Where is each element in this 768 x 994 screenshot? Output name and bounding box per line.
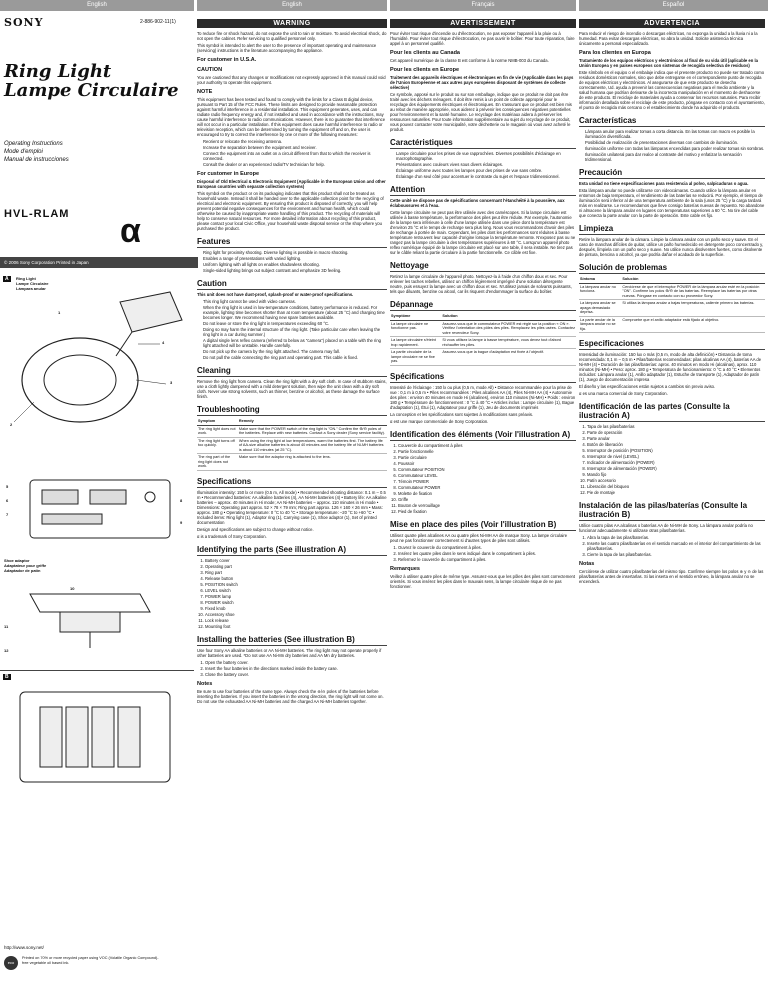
caution-item: • When the ring light is used in low-temperature conditions, battery performance is reduced. For example, lighting time becomes shorter than at room temperature (about 25 °C) and charging time becomes longer. We recommend having new spare batteries available. [203, 305, 387, 320]
operating-part-detail [0, 472, 194, 562]
specifications-text: Intensidad de iluminación: 150 lux o más (0,5 m, modo de alta definición) • Distancia de toma recomendada: 0,1 m – 0,5 m • Pilas/baterías recomendadas: pilas alcalinas AA (4), baterías AA de Ni-MH (4) • Duración de las pilas/baterías: aprox. 40 minutos en modo Hi (alcalinas), aprox. 110 minutos (Ni-MH) • Peso: aprox. 180 g • Temperatura de funcionamiento: 0 °C a 40 °C • Elementos incluidos: Lámpara anular (1), Anillo adaptador (1), Estuche de transporte (1), Adaptador de patín (1), Juego de documentación impresa [579, 352, 762, 382]
notes-heading: Remarques [390, 565, 420, 572]
caution-item: • Doing so may harm the internal structure of the ring light. (Take particular care when leaving the ring light in a car during summer.) [203, 327, 387, 337]
sony-logo: SONY [4, 16, 44, 29]
shoe-adaptor-label: Shoe adaptor Adaptateur pour griffe Adaptador de patín [4, 558, 47, 573]
feature-item: • Enables a range of presentations with varied lighting. [203, 256, 387, 261]
caution-section-heading: Caution [197, 279, 387, 290]
feature-item: • Iluminación uniforme con todas las lámparas encendidas para poder realizar tomas sin sombras. [585, 146, 765, 151]
usa-heading: For customer in U.S.A. [197, 57, 257, 63]
part-item: 2. Partie fonctionnelle [398, 449, 576, 454]
feature-item: • Lampe circulaire pour les prises de vue rapprochées. Diverses possibilités d'éclairage en macrophotographie. [396, 151, 576, 161]
part-item: 7. Indicador de alimentación (POWER) [587, 460, 765, 465]
part-item: 9. Fixed knob [205, 606, 387, 611]
eu-heading: For customer in Europe [197, 171, 260, 177]
callout-4: 4 [162, 340, 165, 345]
part-item: 2. Parte de operación [587, 430, 765, 435]
parts-list [579, 424, 765, 495]
part-item: 12. Pie de montaje [587, 490, 765, 495]
subtitle-fr: Mode d'emploi [4, 149, 43, 155]
callout-12: 12 [4, 648, 9, 653]
installing-text: Utilice cuatro pilas AA alcalinas o baterías AA de Ni-MH de Sony. La lámpara anular podría no funcionar adecuadamente si utilizase otras pilas/baterías. [579, 523, 753, 533]
symptom-cell: La lámpara anular se apaga demasiado deprisa. [579, 300, 621, 317]
troubleshooting-table [579, 276, 765, 333]
features-list [579, 129, 765, 162]
french-column [390, 16, 576, 991]
precaution-bold: Esta unidad no tiene especificaciones para resistencia al polvo, salpicaduras o agua. [579, 181, 749, 186]
cleaning-heading: Nettoyage [390, 261, 576, 272]
specifications-text: Intensité de l'éclairage : 150 lx ou plus (0,5 m, mode All) • Distance recommandée pour la prise de vue : 0,1 m à 0,5 m • Piles recommandées : Piles alcalines AA (4), Piles Ni-MH AA (4) • Autonomie des piles : environ 40 minutes en mode Hi (alcalines), environ 110 minutes (Ni-MH) • Poids : environ 180 g • Température de fonctionnement : 0 °C à 40 °C • Articles inclus : Lampe circulaire (1), Bague d'adaptation (1), Étui (1), Adaptateur pour griffe (1), Jeu de documents imprimés [390, 384, 576, 410]
spec-note: El diseño y las especificaciones están sujetos a cambios sin previo aviso. [579, 384, 716, 389]
illustration-b [0, 674, 194, 964]
eu-subheading: Traitement des appareils électriques et électroniques en fin de vie (Applicable dans les pays de l'Union Européenne et aux autres pays européens disposant de systèmes de collecte sélective) [390, 75, 574, 90]
trademark-note: α est une marque commerciale de Sony Corporation. [390, 418, 489, 424]
section-b-badge: B [5, 674, 9, 680]
section-a-badge: A [5, 276, 9, 282]
cleaning-heading: Cleaning [197, 366, 387, 377]
attention-text: Cette lampe circulaire ne peut pas être utilisée avec des caméscopes. Si la lampe circulaire est utilisée à basse température, la performance des piles peut être réduite. Par exemple, l'autonomie de la lampe sera inférieure à celle d'une lampe utilisée dans une pièce dont la température est d'environ 25 °C et le temps de recharge sera plus long. Nous vous recommandons d'avoir des piles de rechange à portée de main. Cependant, les piles dont les performances sont réduites à basse température retrouvent leur capacité d'origine lorsque la température remonte. N'exposez pas ou ne rangez pas la lampe circulaire à des températures supérieures à 60 °C. Lorsqu'un appareil photo reflex numérique équipé de la lampe circulaire est placé sur une table, il sera instable. Ne tirez pas sur le câble reliant la partie circulaire à la partie fonctionnelle. Ce câble est fixe. [390, 210, 576, 255]
symptom-cell: The ring light turns off too quickly. [197, 437, 238, 454]
note-item: • Increase the separation between the equipment and receiver. [203, 145, 387, 150]
symptom-cell: La lampe circulaire s'éteint trop rapidement. [390, 337, 441, 349]
manual-subtitles [4, 140, 69, 164]
warning-text: To reduce fire or shock hazard, do not expose the unit to rain or moisture. To avoid electrical shock, do not open the cabinet. Refer servicing to qualified personnel only. [197, 31, 387, 41]
caution-item: • A digital single lens reflex camera (referred to below as "camera") placed on a table with the ring light attached will be unstable. Handle carefully. [203, 338, 387, 348]
remedy-cell: When using the ring light at low temperatures, warm the batteries first. The battery life of AA-size alkaline batteries is about 40 minutes and the battery life of Ni-MH batteries is about 110 minutes (at 25 °C). [238, 437, 387, 454]
part-item: 5. Interruptor de posición (POSITION) [587, 448, 765, 453]
model-code: 2-886-902-11(1) [140, 19, 176, 25]
notes-text: Veillez à utiliser quatre piles de même type. Assurez-vous que les pôles des piles sont correctement orientés. Si vous insérez les piles dans le mauvais sens, la lampe circulaire risque de ne pas fonctionner. [390, 573, 576, 589]
english-column [197, 16, 387, 991]
col-remedy: Remedy [238, 418, 387, 425]
table-row [390, 337, 576, 349]
table-row [579, 283, 765, 300]
troubleshooting-table [197, 418, 387, 471]
caution-item: • Do not leave or store the ring light in temperatures exceeding 60 °C. [203, 321, 387, 326]
callout-8: 8 [180, 498, 183, 503]
part-item: 6. Interruptor de nivel (LEVEL) [587, 454, 765, 459]
col-symptom: Síntoma [579, 276, 621, 283]
callout-10: 10 [70, 586, 75, 591]
col-symptom: Symptom [197, 418, 238, 425]
feature-item: • Uniform lighting with all lights on enables shadowless shooting. [203, 262, 387, 267]
part-item: 9. Molette de fixation [398, 491, 576, 496]
install-step: 2. Insérez les quatre piles dans le sens indiqué dans le compartiment à piles. [398, 551, 576, 556]
ring-light-label: Ring Light Lampe Circulaire Lámpara anular [16, 276, 49, 291]
callout-1: 1 [58, 310, 61, 315]
troubleshooting-heading: Troubleshooting [197, 405, 387, 416]
notes-text: Cerciórese de utilizar cuatro pilas/baterías del mismo tipo. Confirme siempre los polos ⊕ y ⊖ de las pilas/baterías antes de insertarlas. Si las inserta en el sentido erróneo, la lámpara anular no se encenderá. [579, 569, 764, 584]
model-name: HVL-RLAM [4, 208, 70, 220]
eu-heading: Para los clientes en Europa [579, 50, 651, 56]
install-step: 3. Close the battery cover. [205, 672, 387, 677]
recycle-note: Printed on 70% or more recycled paper using VOC (Volatile Organic Compound)-free vegetable oil based ink. [22, 956, 159, 965]
notes-text: Be sure to use four batteries of the same type. Always check the ⊕/⊖ poles of the batteries before inserting the batteries. If you insert the batteries in the wrong direction, the ring light will not come on. Do not use the exhausted AA Ni-MH batteries and the charged AA Ni-MH batteries together. [197, 688, 384, 704]
header-french: Français [390, 0, 576, 11]
eu-subheading: Tratamiento de los equipos eléctricos y electrónicos al final de su vida útil (aplicable en la Unión Europea y en países europeos con sistemas de recogida selectiva de residuos) [579, 58, 758, 68]
part-item: 3. Parte anular [587, 436, 765, 441]
part-item: 10. Patín accesorio [587, 478, 765, 483]
install-step: 2. Inserte las cuatro pilas/baterías en el sentido marcado en el interior del compartimiento de las pilas/baterías. [587, 541, 765, 551]
symptom-cell: The ring light does not work. [197, 425, 238, 437]
symptom-cell: The ring part of the ring light does not work. [197, 454, 238, 471]
eu-subheading: Disposal of Old Electrical & Electronic Equipment (Applicable in the European Union and other European countries with separate collection systems) [197, 179, 386, 189]
callout-6: 6 [6, 498, 9, 503]
part-item: 7. POWER lamp [205, 594, 387, 599]
feature-item: • Présentations avec couleurs vives sous divers éclairages. [396, 162, 576, 167]
install-steps [197, 660, 387, 677]
troubleshooting-heading: Dépannage [390, 300, 576, 311]
install-step: 2. Insert the four batteries in the directions marked inside the battery case. [205, 666, 387, 671]
part-item: 4. Poussoir [398, 461, 576, 466]
shoe-adaptor-detail [0, 558, 194, 658]
part-item: 3. Ring part [205, 570, 387, 575]
subtitle-en: Operating Instructions [4, 141, 63, 147]
install-step: 3. Cierre la tapa de las pilas/baterías. [587, 552, 765, 557]
remedy-cell: Compruebe que el anillo adaptador está fijado al objetivo. [621, 316, 765, 333]
cleaning-text: Retirez la lampe circulaire de l'appareil photo. Nettoyez-la à l'aide d'un chiffon doux et sec. Pour enlever les taches rebelles, utilisez un chiffon légèrement imprégné d'une solution détergente neutre, puis essuyez la lampe avec un chiffon doux et sec. N'utilisez jamais de solvants puissants, tels que diluants, benzine ou alcool, car ils risquent d'endommager la surface du boîtier. [390, 274, 572, 294]
spec-note: La conception et les spécifications sont sujettes à modifications sans préavis. [390, 411, 534, 417]
caution-item: • Do not pull the cable connecting the ring part and operating part. This cable is fixed. [203, 355, 387, 360]
precaution-heading: Precaución [579, 168, 765, 179]
part-item: 11. Bouton de verrouillage [398, 503, 576, 508]
callout-7: 7 [6, 512, 9, 517]
callout-2: 2 [10, 422, 13, 427]
note-item: • Connect the equipment into an outlet on a circuit different from that to which the receiver is connected. [203, 151, 387, 161]
part-item: 3. Partie circulaire [398, 455, 576, 460]
illustration-a [0, 272, 194, 472]
warning-banner: AVERTISSEMENT [390, 19, 576, 28]
remedy-cell: Si vous utilisez la lampe à basse température, vous devez tout d'abord réchauffer les piles. [441, 337, 576, 349]
shoe-adaptor-drawing-icon [0, 558, 194, 658]
part-item: 12. Pied de fixation [398, 509, 576, 514]
part-item: 6. Commutateur LEVEL [398, 473, 576, 478]
header-spanish: Español [579, 0, 768, 11]
table-row [579, 300, 765, 317]
callout-11: 11 [4, 624, 9, 629]
install-steps [579, 535, 765, 557]
parts-list [197, 558, 387, 629]
battery-drawing-icon [0, 682, 194, 802]
feature-item: • Iluminación unilateral para dar realce al contraste del motivo y enfatizar la sensación tridimensional. [585, 152, 765, 162]
installing-text: Use four Sony AA alkaline batteries or AA Ni-MH batteries. The ring light may not operate properly if other batteries are used. *Do not use AA Ni-Mn dry batteries and AA Mn dry batteries. [197, 647, 382, 658]
installing-heading: Instalación de las pilas/baterías (Consulte la ilustración B) [579, 501, 765, 521]
eu-text: This symbol on the product or on its packaging indicates that this product shall not be treated as household waste. Instead it shall be handed over to the applicable collection point for the recycling of electrical and electronic equipment. By ensuring this product is disposed of correctly, you will help prevent potential negative consequences for the environment and human health, which could otherwise be caused by inappropriate waste handling of this product. The recycling of materials will help to conserve natural resources. For more detailed information about recycling of this product, please contact your local Civic Office, your household waste disposal service or the shop where you purchased the product. [197, 191, 384, 231]
divider [0, 670, 194, 671]
remedy-cell: Si utiliza la lámpara anular a bajas temperaturas, caliente primero las baterías. [621, 300, 765, 317]
remedy-cell: Assurez-vous que la bague d'adaptation est fixée à l'objectif. [441, 349, 576, 366]
remedy-cell: Cerciórese de que el interruptor POWER de la lámpara anular esté en la posición "ON". Confirme los polos ⊕/⊖ de las baterías. Reemplace las baterías por otras nuevas. Póngase en contacto con su proveedor Sony. [621, 283, 765, 300]
alpha-logo-icon: α [120, 212, 141, 250]
part-item: 10. Accessory shoe [205, 612, 387, 617]
note-list [197, 139, 387, 167]
ring-light-drawing-icon [0, 272, 194, 472]
specifications-heading: Specifications [197, 477, 387, 488]
part-item: 11. Lock release [205, 618, 387, 623]
sony-url: http://www.sony.net/ [4, 945, 44, 950]
title-line-1: Ring Light [4, 61, 112, 82]
symptom-cell: La parte anular de la lámpara anular no se fija. [579, 316, 621, 333]
cleaning-text: Retire la lámpara anular de la cámara. Limpie la cámara anular con un paño seco y suave. En el caso de manchas difíciles de quitar, utilice un paño humedecido en detergente poco concentrado y, después, límpiela con un paño seco y suave. No utilice nunca disolventes fuertes, como disolvente de pintura, bencina o alcohol, ya que podría dañar el acabado de la superficie. [579, 237, 764, 257]
operating-part-drawing-icon [0, 472, 194, 562]
part-item: 7. Témoin POWER [398, 479, 576, 484]
identifying-heading: Identification des éléments (Voir l'illustration A) [390, 430, 576, 441]
features-list [390, 151, 576, 179]
features-heading: Features [197, 237, 387, 248]
part-item: 4. Botón de liberación [587, 442, 765, 447]
product-title [4, 62, 179, 100]
feature-item: • Single-sided lighting brings out subject contrast and emphasize 3D feeling. [203, 268, 387, 273]
installing-text: Utilisez quatre piles alcalines AA ou quatre piles Ni-MH AA de marque Sony. La lampe circulaire peut ne pas fonctionner correctement si d'autres types de piles sont utilisés. [390, 532, 568, 543]
copyright-bar: © 2006 Sony Corporation Printed in Japan [0, 257, 198, 268]
installing-heading: Mise en place des piles (Voir l'illustration B) [390, 520, 576, 531]
features-heading: Caractéristiques [390, 138, 576, 149]
part-item: 12. Mounting foot [205, 624, 387, 629]
feature-item: • Ring light for proximity shooting. Diverse lighting is possible in macro shooting. [203, 250, 387, 255]
col-remedy: Solución [621, 276, 765, 283]
eu-heading: Pour les clients en Europe [390, 67, 460, 73]
install-steps [390, 545, 576, 562]
symptom-cell: La partie circulaire de la lampe circulaire ne se fixe pas. [390, 349, 441, 366]
part-item: 1. Battery cover [205, 558, 387, 563]
troubleshooting-heading: Solución de problemas [579, 263, 765, 274]
canada-text: Cet appareil numérique de la classe B est conforme à la norme NMB-003 du Canada. [390, 58, 549, 63]
table-row [390, 320, 576, 337]
cleaning-text: Remove the ring light from camera. Clean the ring light with a dry soft cloth. In case of stubborn stains, use a cloth lightly dampened with a mild detergent solution, then wipe the unit clean with a dry soft cloth. Never use strong solvents, such as thinner, benzine or alcohol, as these damage the surface finish. [197, 379, 387, 399]
callout-3: 3 [170, 380, 173, 385]
remedy-cell: Make sure that the adaptor ring is attached to the lens. [238, 454, 387, 471]
specifications-text: Illumination intensity: 150 lx or more (0.5 m, All mode) • Recommended shooting distance: 0.1 m – 0.5 m • Recommended batteries: AA alkaline batteries (4), AA Ni-MH batteries (4) • Battery life: AA alkaline batteries – approx. 40 minutes in Hi mode; AA Ni-MH batteries – approx. 110 minutes in Hi mode • Dimensions: Operating part approx. 52 × 78 × 79 mm; Ring part approx. 126 × 160 × 26 mm • Mass: approx. 180 g • Operating temperature: 0 °C to 40 °C • Storage temperature: –20 °C to +60 °C • Included items: Ring light (1), Adaptor ring (1), Carrying case (1), Shoe adaptor (1), Set of printed documentation [197, 489, 387, 525]
install-step: 3. Refermez le couvercle du compartiment à piles. [398, 557, 576, 562]
table-row [197, 454, 387, 471]
table-row [579, 316, 765, 333]
col-remedy: Solution [441, 313, 576, 320]
warning-text: Pour éviter tout risque d'incendie ou d'électrocution, ne pas exposer l'appareil à la pluie ou à l'humidité. Pour éviter tout risque d'électrocution, ne pas ouvrir le boîtier. Pour toute réparation, faire appel à un personnel qualifié. [390, 31, 575, 46]
warning-banner: WARNING [197, 19, 387, 28]
notes-heading: Notes [197, 680, 213, 687]
header-english-2: English [197, 0, 387, 11]
symptom-cell: La lámpara anular no funciona. [579, 283, 621, 300]
part-item: 2. Operating part [205, 564, 387, 569]
part-item: 6. LEVEL switch [205, 588, 387, 593]
caution-bold: This unit does not have dust-proof, splash-proof or water-proof specifications. [197, 292, 354, 297]
part-item: 8. Interruptor de alimentación (POWER) [587, 466, 765, 471]
parts-list [390, 443, 576, 514]
callout-9: 9 [180, 520, 183, 525]
note-item: • Consult the dealer or an experienced radio/TV technician for help. [203, 162, 387, 167]
specifications-heading: Especificaciones [579, 339, 765, 350]
part-item: 9. Mando fijo [587, 472, 765, 477]
features-heading: Características [579, 116, 765, 127]
notes-heading: Notas [579, 561, 595, 567]
part-item: 8. POWER switch [205, 600, 387, 605]
part-item: 11. Liberación del bloqueo [587, 484, 765, 489]
troubleshooting-table [390, 313, 576, 366]
part-item: 1. Tapa de las pilas/baterías [587, 424, 765, 429]
part-item: 10. Griffe [398, 497, 576, 502]
warning-text: Para reducir el riesgo de incendio o descargas eléctricas, no exponga la unidad a la lluvia ni a la humedad. Para evitar descargas eléctricas, no abra la unidad. Solicite asistencia técnica únicamente a personal especializado. [579, 31, 758, 46]
install-step: 1. Open the battery cover. [205, 660, 387, 665]
features-list [197, 250, 387, 273]
trademark-note: α is a trademark of Sony Corporation. [197, 533, 267, 539]
canada-heading: Pour les clients au Canada [390, 50, 460, 56]
trademark-note: α es una marca comercial de Sony Corporation. [579, 391, 668, 396]
col-symptom: Symptôme [390, 313, 441, 320]
identifying-heading: Identifying the parts (See illustration A) [197, 545, 387, 556]
part-item: 4. Release button [205, 576, 387, 581]
eu-text: Ce symbole, apposé sur le produit ou sur son emballage, indique que ce produit ne doit pas être traité avec les déchets ménagers. Il doit être remis à un point de collecte approprié pour le recyclage des équipements électriques et électroniques. En s'assurant que ce produit est bien mis au rebut de manière appropriée, vous aiderez à prévenir les conséquences négatives potentielles pour l'environnement et la santé humaine. Le recyclage des matériaux aidera à préserver les ressources naturelles. Pour toute information supplémentaire au sujet du recyclage de ce produit, vous pouvez contacter votre municipalité, votre déchetterie ou le magasin où vous avez acheté le produit. [390, 92, 572, 132]
symptom-cell: La lampe circulaire ne fonctionne pas. [390, 320, 441, 337]
feature-item: • Posibilidad de realización de presentaciones diversas con cambios de iluminación. [585, 140, 765, 145]
attention-bold: Cette unité ne dispose pas de spécifications concernant l'étanchéité à la poussière, aux éclaboussures et à l'eau. [390, 198, 565, 208]
note-heading: NOTE [197, 89, 213, 95]
table-row [197, 425, 387, 437]
install-step: 1. Ouvrez le couvercle du compartiment à piles. [398, 545, 576, 550]
part-item: 5. POSITION switch [205, 582, 387, 587]
attention-heading: Attention [390, 185, 576, 196]
caution-heading: CAUTION [197, 67, 223, 73]
remedy-cell: Make sure that the POWER switch of the ring light is "ON." Confirm the ⊕/⊖ poles of the batteries. Replace with new batteries. Contact a Sony dealer (Sony service facility). [238, 425, 387, 437]
warning-banner: ADVERTENCIA [579, 19, 765, 28]
title-line-2: Lampe Circulaire [4, 80, 179, 101]
caution-item: • This ring light cannot be used with video cameras. [203, 299, 387, 304]
precaution-text: Esta lámpara anular no puede utilizarse con videocámaras. Cuando utilice la lámpara anular en entornos de baja temperatura, el rendimiento de las baterías se reducirá. Por ejemplo, el tiempo de iluminación será inferior al de una temperatura ambiente de la sala (unos 25 °C) y la carga tardará más en realizarse. Le recomendamos que lleve consigo baterías nuevas de repuesto. No abandone ni almacene la lámpara anular en lugares con temperaturas superiores a 60 °C. No tire del cable que conecta la parte anular con la parte de operación. Este cable es fijo. [579, 188, 765, 218]
header-english: English [0, 0, 194, 11]
remedy-cell: Assurez-vous que le commutateur POWER est réglé sur la position « ON ». Vérifiez l'orientation des pôles des piles. Remplacez les piles usées. Contactez votre revendeur Sony. [442, 321, 575, 335]
installing-heading: Installing the batteries (See illustration B) [197, 635, 387, 646]
usa-text: You are cautioned that any changes or modifications not expressly approved in this manual could void your authority to operate this equipment. [197, 75, 386, 85]
table-row [197, 437, 387, 454]
eu-text: Este símbolo en el equipo o el embalaje indica que el presente producto no puede ser tratado como residuos domésticos normales, sino que debe entregarse en el correspondiente punto de recogida de equipos eléctricos y electrónicos. Al asegurarse de que este producto se desecha correctamente, Ud. ayuda a prevenir las consecuencias negativas para el medio ambiente y la salud humana que podrían derivarse de la incorrecta manipulación en el momento de deshacerse de este producto. El reciclaje de materiales ayuda a conservar los recursos naturales. Para recibir información detallada sobre el reciclaje de este producto, póngase en contacto con el ayuntamiento, el punto de recogida más cercano o el establecimiento donde ha adquirido el producto. [579, 70, 765, 110]
warning-symbol-text: This symbol is intended to alert the user to the presence of important operating and maintenance (servicing) instructions in the literature accompanying the appliance. [197, 43, 377, 53]
part-item: 5. Commutateur POSITION [398, 467, 576, 472]
part-item: 1. Couvercle du compartiment à piles [398, 443, 576, 448]
feature-item: • Éclairage d'un seul côté pour accentuer le contraste du sujet et l'espace tridimensionnel. [396, 174, 576, 179]
eco-logo-icon: eco [4, 956, 18, 970]
cleaning-heading: Limpieza [579, 224, 765, 235]
spanish-column [579, 16, 765, 991]
feature-item: • Lámpara anular para realizar tomas a corta distancia. En las tomas con macro es posible la iluminación diversificada. [585, 129, 765, 139]
identifying-heading: Identificación de las partes (Consulte la ilustración A) [579, 402, 765, 422]
part-item: 8. Commutateur POWER [398, 485, 576, 490]
note-item: • Reorient or relocate the receiving antenna. [203, 139, 387, 144]
callout-5: 5 [6, 484, 9, 489]
feature-item: • Éclairage uniforme avec toutes les lampes pour des prises de vue sans ombre. [396, 168, 576, 173]
table-row [390, 349, 576, 366]
caution-list [197, 299, 387, 360]
spec-note: Design and specifications are subject to change without notice. [197, 526, 314, 532]
note-text: This equipment has been tested and found to comply with the limits for a Class B digital device, pursuant to Part 15 of the FCC Rules. These limits are designed to provide reasonable protection against harmful interference in a residential installation. This equipment generates, uses, and can radiate radio frequency energy and, if not installed and used in accordance with the instructions, may cause harmful interference to radio communications. However, there is no guarantee that interference will not occur in a particular installation. If this equipment does cause harmful interference to radio or television reception, which can be determined by turning the equipment off and on, the user is encouraged to try to correct the interference by one or more of the following measures: [197, 97, 386, 137]
install-step: 1. Abra la tapa de las pilas/baterías. [587, 535, 765, 540]
specifications-heading: Spécifications [390, 372, 576, 383]
caution-item: • Do not pick up the camera by the ring light attached. The camera may fall. [203, 349, 387, 354]
subtitle-es: Manual de instrucciones [4, 157, 69, 163]
